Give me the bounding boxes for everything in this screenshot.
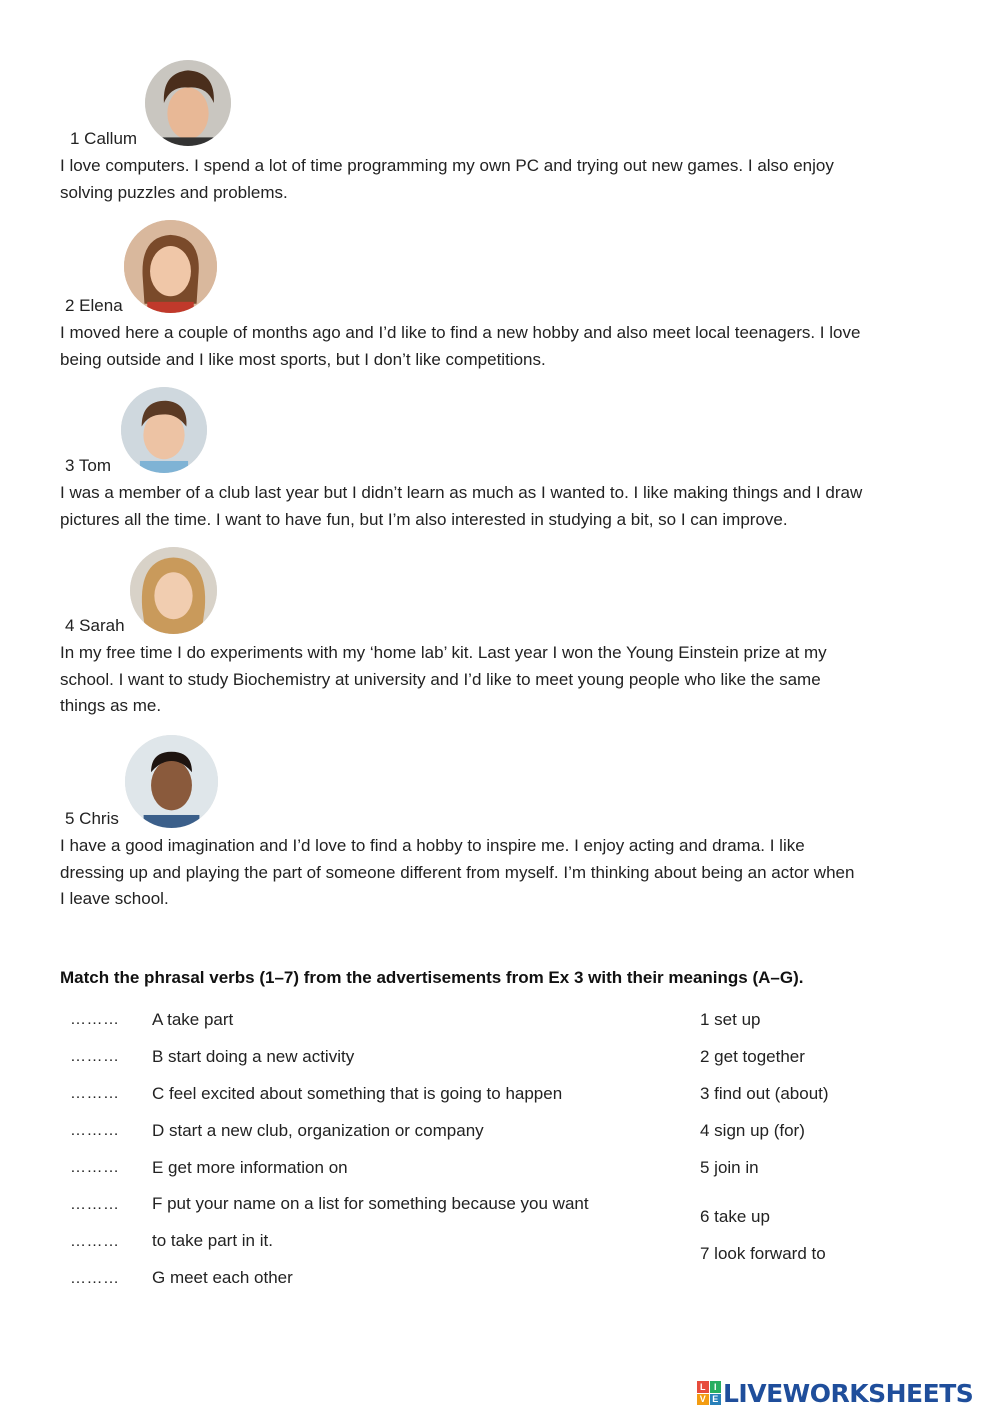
meaning-item-g: G meet each other xyxy=(152,1268,293,1287)
portrait-chris-image xyxy=(125,735,218,828)
phrasal-verb-5: 5 join in xyxy=(700,1158,759,1177)
profile-name-tom: 3 Tom xyxy=(65,456,111,475)
liveworksheets-logo xyxy=(697,1378,973,1408)
meaning-item-e: E get more information on xyxy=(152,1158,348,1177)
profile-name-chris: 5 Chris xyxy=(65,809,119,828)
profile-name-sarah: 4 Sarah xyxy=(65,616,125,635)
answer-blank-8[interactable]: ……… xyxy=(70,1270,120,1287)
meaning-item-b: B start doing a new activity xyxy=(152,1047,355,1066)
profile-name-elena: 2 Elena xyxy=(65,296,123,315)
meaning-item-c: C feel excited about something that is going to happen xyxy=(152,1084,563,1103)
avatar-chris xyxy=(125,735,218,828)
answer-blank-3[interactable]: ……… xyxy=(70,1085,120,1102)
answer-blank-4[interactable]: ……… xyxy=(70,1122,120,1139)
portrait-tom-image xyxy=(121,387,207,473)
avatar-sarah xyxy=(130,547,217,634)
answer-blank-5[interactable]: ……… xyxy=(70,1159,120,1176)
avatar-tom xyxy=(121,387,207,473)
portrait-elena-image xyxy=(124,220,217,313)
phrasal-verb-3: 3 find out (about) xyxy=(700,1084,829,1103)
portrait-sarah-image xyxy=(130,547,217,634)
profile-text-callum: I love computers. I spend a lot of time programming my own PC and trying out new games. I also enjoy solving puzzles and problems. xyxy=(60,156,834,202)
meaning-item-a: A take part xyxy=(152,1010,234,1029)
phrasal-verb-1: 1 set up xyxy=(700,1010,761,1029)
profile-text-elena: I moved here a couple of months ago and I’d like to find a new hobby and also meet local teenagers. I love being outside and I like most sports, but I don’t like competitions. xyxy=(60,323,861,369)
answer-blank-6[interactable]: ……… xyxy=(70,1196,120,1213)
phrasal-verb-7: 7 look forward to xyxy=(700,1244,826,1263)
profile-name-callum: 1 Callum xyxy=(70,129,138,148)
liveworksheets-logo-text: LIVEWORKSHEETS xyxy=(723,1378,974,1408)
portrait-callum-image xyxy=(145,60,231,146)
profile-text-tom: I was a member of a club last year but I didn’t learn as much as I wanted to. I like making things and I draw pictures all the time. I want to have fun, but I’m also interested in studying a bit, so I can improve. xyxy=(60,483,863,529)
avatar-callum xyxy=(145,60,231,146)
answer-blank-2[interactable]: ……… xyxy=(70,1048,120,1065)
profile-text-sarah: In my free time I do experiments with my ‘home lab’ kit. Last year I won the Young Einstein prize at my school. I want to study Biochemistry at university and I’d like to meet young people who like the same things as me. xyxy=(60,643,827,715)
phrasal-verb-2: 2 get together xyxy=(700,1047,805,1066)
liveworksheets-logo-icon: L I V E xyxy=(697,1381,721,1405)
phrasal-verb-4: 4 sign up (for) xyxy=(700,1121,805,1140)
avatar-elena xyxy=(124,220,217,313)
answer-blank-1[interactable]: ……… xyxy=(70,1011,120,1028)
meaning-item-d: D start a new club, organization or company xyxy=(152,1121,484,1140)
exercise-instruction: Match the phrasal verbs (1–7) from the advertisements from Ex 3 with their meanings (A–G). xyxy=(60,968,804,987)
phrasal-verb-6: 6 take up xyxy=(700,1207,770,1226)
meaning-item-f: F put your name on a list for something because you want xyxy=(152,1194,589,1213)
meaning-item-f-continued: to take part in it. xyxy=(152,1231,273,1250)
answer-blank-7[interactable]: ……… xyxy=(70,1233,120,1250)
profile-text-chris: I have a good imagination and I’d love to find a hobby to inspire me. I enjoy acting and drama. I like dressing up and playing the part of someone different from myself. I’m thinking about being an actor when I leave school. xyxy=(60,836,855,908)
